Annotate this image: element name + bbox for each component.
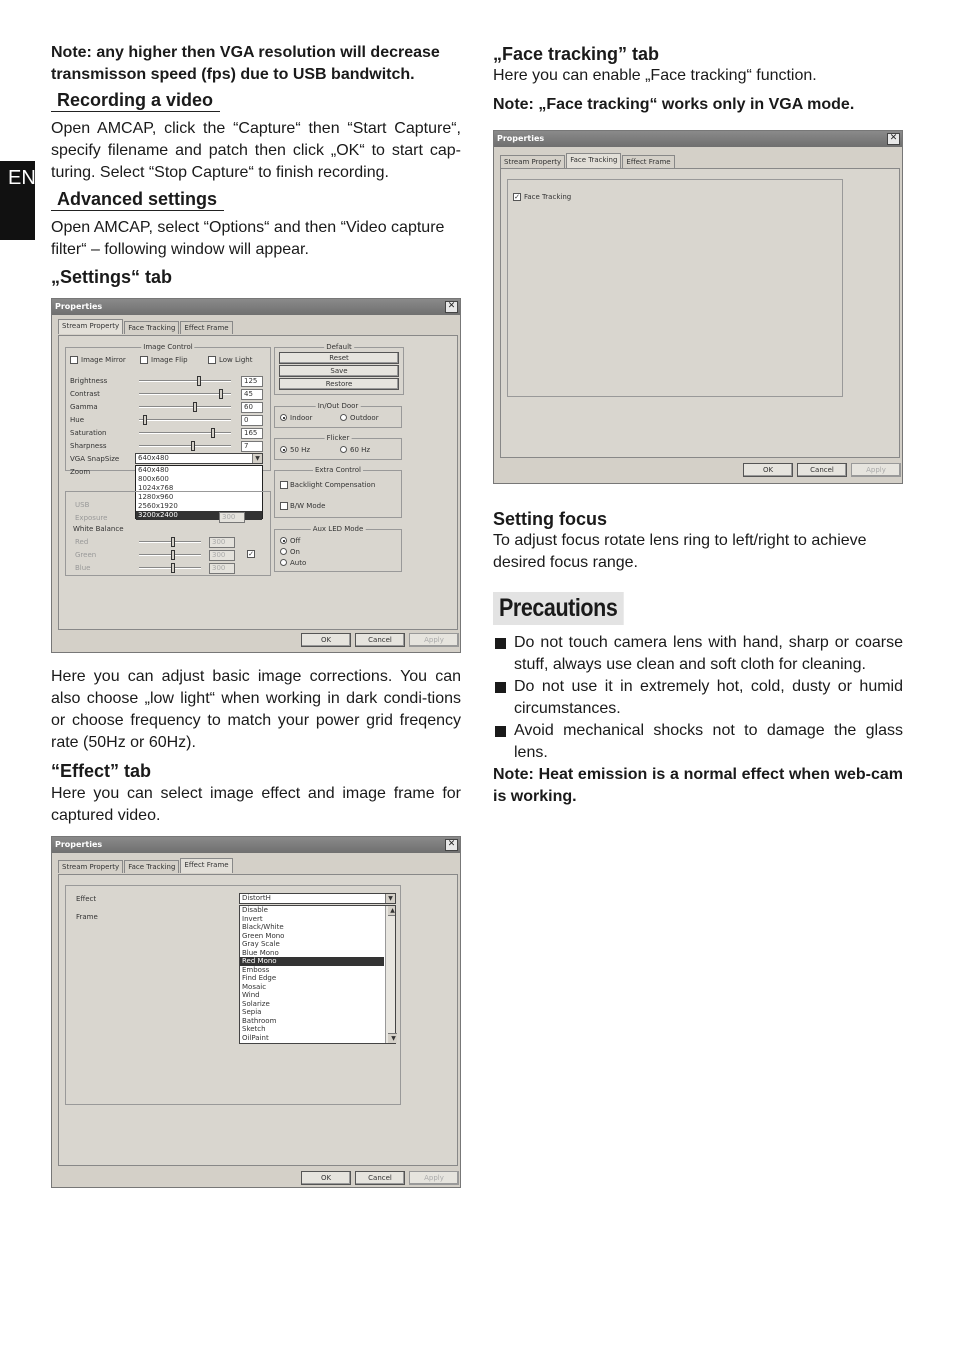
aux-led-group: Aux LED Mode	[274, 529, 402, 572]
effect-option[interactable]: Sketch	[242, 1025, 266, 1033]
inout-door-group: In/Out Door	[274, 406, 402, 428]
effect-option[interactable]: Emboss	[242, 965, 270, 974]
blue-value: 300	[209, 563, 235, 574]
blue-slider	[139, 563, 201, 573]
face-tracking-properties-dialog	[493, 130, 903, 484]
effect-option[interactable]: Solarize	[242, 999, 270, 1008]
face-tracking-checkbox[interactable]: ✓	[514, 193, 520, 201]
cancel-button[interactable]: Cancel	[797, 463, 847, 477]
green-slider	[139, 550, 201, 560]
effect-option-selected[interactable]: Red Mono	[240, 957, 384, 966]
resolution-option[interactable]: 800x600	[138, 475, 169, 483]
green-label: Green	[75, 551, 97, 559]
resolution-option[interactable]: 1024x768	[138, 484, 174, 492]
dialog-title: Properties	[494, 131, 902, 147]
bw-mode-label: B/W Mode	[290, 502, 326, 510]
frame-label: Frame	[76, 913, 98, 921]
effect-option[interactable]: Black/White	[242, 923, 284, 931]
list-item: Do not touch camera lens with hand, sharp or coarse stuff, always use clean and soft cloth for cleaning.	[493, 632, 903, 676]
restore-button[interactable]: Restore	[279, 378, 399, 390]
default-group: Default	[274, 347, 404, 395]
ok-button[interactable]: OK	[301, 1171, 351, 1185]
effect-option[interactable]: Mosaic	[242, 982, 267, 991]
green-value: 300	[209, 550, 235, 561]
led-auto-radio[interactable]	[280, 559, 287, 566]
saturation-slider[interactable]	[139, 428, 231, 438]
tab-stream-property[interactable]: Stream Property	[500, 155, 565, 168]
saturation-value[interactable]: 165	[241, 428, 263, 439]
hue-slider[interactable]	[139, 415, 231, 425]
apply-button[interactable]: Apply	[409, 633, 459, 647]
vga-note: Note: any higher then VGA resolution will decrease transmisson speed (fps) due to USB bandwitch.	[51, 44, 440, 83]
tab-face-tracking[interactable]: Face Tracking	[124, 860, 179, 873]
tab-stream-property[interactable]: Stream Property	[58, 319, 123, 334]
tab-face-tracking[interactable]: Face Tracking	[124, 321, 179, 334]
face-tracking-label: Face Tracking	[524, 193, 572, 201]
tab-effect-frame[interactable]: Effect Frame	[622, 155, 674, 168]
gamma-slider[interactable]	[139, 402, 231, 412]
focus-heading: Setting focus	[493, 509, 608, 529]
save-button[interactable]: Save	[279, 365, 399, 377]
saturation-label: Saturation	[70, 429, 107, 437]
precautions-list	[493, 632, 903, 808]
extra-control-group: Extra Control	[274, 470, 402, 518]
list-item: Do not use it in extremely hot, cold, dusty or humid circumstances.	[493, 676, 903, 720]
close-icon[interactable]: ✕	[445, 301, 458, 313]
face-tracking-group	[507, 179, 843, 397]
effect-label: Effect	[76, 895, 97, 903]
left-column	[51, 42, 461, 86]
face-tracking-text: Here you can enable „Face tracking“ function.	[493, 67, 817, 84]
cancel-button[interactable]: Cancel	[355, 633, 405, 647]
effect-option[interactable]: Green Mono	[242, 931, 285, 940]
settings-tab-heading: „Settings“ tab	[51, 267, 173, 287]
close-icon[interactable]: ✕	[445, 839, 458, 851]
ok-button[interactable]: OK	[301, 633, 351, 647]
vga-snapsize-label: VGA SnapSize	[70, 455, 120, 463]
apply-button[interactable]: Apply	[409, 1171, 459, 1185]
50hz-label: 50 Hz	[290, 446, 311, 454]
blue-label: Blue	[75, 564, 91, 572]
white-balance-label: White Balance	[73, 525, 124, 533]
resolution-option[interactable]: 1280x960	[138, 493, 174, 501]
image-mirror-checkbox[interactable]	[70, 356, 78, 364]
led-on-label: On	[290, 548, 300, 556]
apply-button[interactable]: Apply	[851, 463, 901, 477]
effect-list-scrollbar[interactable]	[385, 906, 395, 1043]
auto-wb-checkbox[interactable]: ✓	[248, 550, 254, 558]
low-light-checkbox[interactable]	[208, 356, 216, 364]
effect-tab-heading: “Effect” tab	[51, 761, 152, 781]
exposure-label: Exposure	[75, 514, 108, 522]
cancel-button[interactable]: Cancel	[355, 1171, 405, 1185]
tab-face-tracking[interactable]: Face Tracking	[566, 153, 621, 168]
resolution-option[interactable]: 2560x1920	[138, 502, 178, 510]
contrast-label: Contrast	[70, 390, 100, 398]
60hz-radio[interactable]	[340, 446, 347, 453]
effect-option[interactable]: Bathroom	[242, 1016, 277, 1025]
image-mirror-label: Image Mirror	[81, 356, 126, 364]
effect-option[interactable]: Find Edge	[242, 974, 277, 982]
effect-option[interactable]: Disable	[242, 906, 268, 914]
dialog-title: Properties	[52, 837, 460, 853]
image-flip-label: Image Flip	[151, 356, 188, 364]
backlight-label: Backlight Compensation	[290, 481, 376, 489]
contrast-value[interactable]: 45	[241, 389, 263, 400]
face-tracking-panel	[500, 168, 900, 458]
low-light-label: Low Light	[219, 356, 253, 364]
face-tracking-heading: „Face tracking” tab	[493, 44, 660, 64]
outdoor-label: Outdoor	[350, 414, 379, 422]
recording-heading: Recording a video	[51, 90, 220, 112]
effect-text: Here you can select image effect and image frame for captured video.	[51, 785, 461, 824]
outdoor-radio[interactable]	[340, 414, 347, 421]
exposure-value: 300	[219, 512, 245, 523]
recording-text: Open AMCAP, click the “Capture“ then “Start Capture“, specify filename and patch then click „OK“ to start cap-turing. Select “Stop Capture“ to finish recording.	[51, 120, 461, 181]
50hz-radio[interactable]	[280, 446, 287, 453]
brightness-label: Brightness	[70, 377, 108, 385]
effect-option[interactable]: Gray Scale	[242, 940, 280, 948]
close-icon[interactable]: ✕	[887, 133, 900, 145]
image-control-group: Image Control	[65, 347, 271, 471]
led-off-label: Off	[290, 537, 301, 545]
effect-option[interactable]: Sepia	[242, 1008, 262, 1016]
resolution-option[interactable]: 640x480	[138, 466, 169, 474]
flicker-group: Flicker	[274, 438, 402, 460]
reset-button[interactable]: Reset	[279, 352, 399, 364]
indoor-radio[interactable]	[280, 414, 287, 421]
effect-option[interactable]: OilPaint	[242, 1033, 269, 1042]
led-on-radio[interactable]	[280, 548, 287, 555]
image-flip-checkbox[interactable]	[140, 356, 148, 364]
effect-frame-panel	[58, 874, 458, 1166]
bw-mode-checkbox[interactable]	[280, 502, 288, 510]
effect-select[interactable]: DistortH ▼	[239, 893, 396, 904]
ok-button[interactable]: OK	[743, 463, 793, 477]
list-item: Avoid mechanical shocks not to damage the glass lens.	[493, 720, 903, 764]
brightness-value[interactable]: 125	[241, 376, 263, 387]
backlight-checkbox[interactable]	[280, 481, 288, 489]
brightness-slider[interactable]	[139, 376, 231, 386]
effect-option[interactable]: Blue Mono	[242, 948, 279, 957]
scroll-up-icon[interactable]: ▲	[388, 906, 395, 916]
effect-properties-dialog	[51, 836, 461, 1188]
sharpness-slider[interactable]	[139, 441, 231, 451]
effect-option[interactable]: Wind	[242, 991, 260, 999]
contrast-slider[interactable]	[139, 389, 231, 399]
led-auto-label: Auto	[290, 559, 307, 567]
gamma-label: Gamma	[70, 403, 98, 411]
60hz-label: 60 Hz	[350, 446, 371, 454]
red-value: 300	[209, 537, 235, 548]
advanced-text: Open AMCAP, select “Options“ and then “Video capture filter“ – following window will appear.	[51, 219, 445, 258]
led-off-radio[interactable]	[280, 537, 287, 544]
tab-stream-property[interactable]: Stream Property	[58, 860, 123, 873]
indoor-label: Indoor	[290, 414, 313, 422]
effect-option[interactable]: Invert	[242, 914, 263, 923]
sharpness-value[interactable]: 7	[241, 441, 263, 452]
vga-snapsize-select[interactable]: 640x480 ▼	[135, 453, 263, 464]
dialog-title: Properties	[52, 299, 460, 315]
hue-value[interactable]: 0	[241, 415, 263, 426]
language-tab: EN	[0, 161, 35, 240]
stream-property-panel	[58, 335, 458, 630]
settings-properties-dialog	[51, 298, 461, 653]
red-slider	[139, 537, 201, 547]
settings-text: Here you can adjust basic image corrections. You can also choose „low light“ when working in dark condi-tions or choose frequency to match your power grid freqency rate (50Hz or 60Hz).	[51, 668, 461, 751]
tab-effect-frame[interactable]: Effect Frame	[180, 858, 232, 873]
scroll-down-icon[interactable]: ▼	[388, 1033, 397, 1043]
effect-dropdown-list[interactable]	[239, 905, 396, 1044]
precautions-heading: Precautions	[493, 592, 645, 625]
resolution-option-selected[interactable]: 3200x2400	[136, 511, 262, 520]
focus-text: To adjust focus rotate lens ring to left/right to achieve desired focus range.	[493, 532, 867, 571]
zoom-label: Zoom	[70, 468, 91, 476]
sharpness-label: Sharpness	[70, 442, 107, 450]
gamma-value[interactable]: 60	[241, 402, 263, 413]
usb-label: USB	[75, 501, 90, 509]
advanced-heading: Advanced settings	[51, 189, 224, 211]
heat-note: Note: Heat emission is a normal effect when web-cam is working.	[493, 766, 903, 805]
hue-label: Hue	[70, 416, 85, 424]
red-label: Red	[75, 538, 89, 546]
tab-effect-frame[interactable]: Effect Frame	[180, 321, 232, 334]
face-tracking-note: Note: „Face tracking“ works only in VGA mode.	[493, 96, 855, 113]
